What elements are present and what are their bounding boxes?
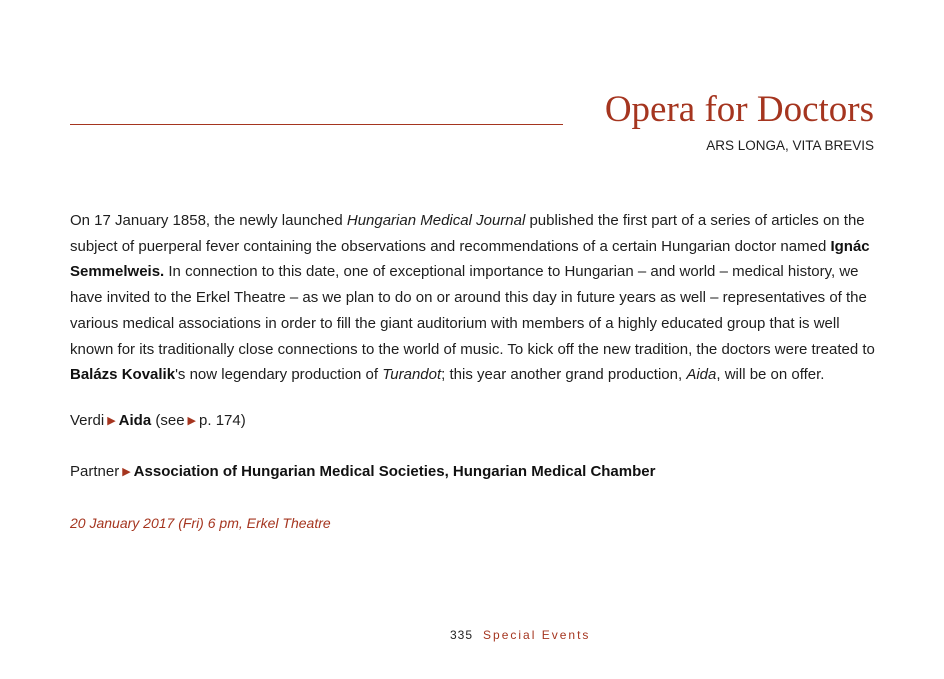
partner-line bbox=[70, 462, 655, 483]
right-triangle-icon: ▶ bbox=[107, 415, 116, 427]
partner-names: Association of Hungarian Medical Societies, Hungarian Medical Chamber bbox=[133, 463, 656, 480]
right-triangle-icon: ▶ bbox=[187, 415, 197, 427]
title-rule bbox=[70, 124, 563, 125]
journal-name: Hungarian Medical Journal bbox=[346, 212, 526, 229]
article-paragraph bbox=[70, 208, 878, 388]
article-text: ; this year another grand production, bbox=[441, 366, 687, 384]
page-footer bbox=[450, 627, 590, 643]
work-line bbox=[70, 411, 246, 432]
section-name: Special Events bbox=[483, 628, 591, 642]
event-date-venue: 20 January 2017 (Fri) 6 pm, Erkel Theatre bbox=[70, 515, 331, 531]
page-reference-link[interactable]: p. 174) bbox=[199, 412, 246, 429]
article-text: published the first part of a series of articles on the subject of puerperal fever containing the observations and recommendations of a certain Hungarian doctor named bbox=[70, 212, 865, 255]
director-name: Balázs Kovalik bbox=[70, 366, 176, 384]
page-number: 335 bbox=[450, 628, 474, 642]
article-text: On 17 January 1858, the newly launched bbox=[70, 212, 347, 229]
article-text: , will be on offer. bbox=[716, 366, 825, 384]
doctor-name: Ignác Semmelweis. bbox=[70, 237, 870, 281]
article-text: 's now legendary production of bbox=[175, 366, 383, 384]
right-triangle-icon: ▶ bbox=[122, 466, 131, 478]
work-title-link[interactable]: Aida bbox=[118, 412, 152, 429]
partner-label: Partner bbox=[70, 463, 120, 480]
article-text: In connection to this date, one of exceptional importance to Hungarian – and world – medical history, we have invited to the Erkel Theatre – as we plan to do on or around this day in future years as well – representatives of the various medical associations in order to fill the giant auditorium with members of a highly educated group that is well known for its traditionally close connections to the world of music. To kick off the new tradition, the doctors were treated to bbox=[70, 263, 875, 358]
production-turandot: Turandot bbox=[382, 366, 442, 384]
page-title: Opera for Doctors bbox=[604, 89, 874, 130]
page-subtitle: ARS LONGA, VITA BREVIS bbox=[706, 138, 874, 153]
production-aida: Aida bbox=[686, 366, 717, 384]
composer-name: Verdi bbox=[70, 412, 105, 429]
page-reference-open: (see bbox=[155, 412, 185, 429]
